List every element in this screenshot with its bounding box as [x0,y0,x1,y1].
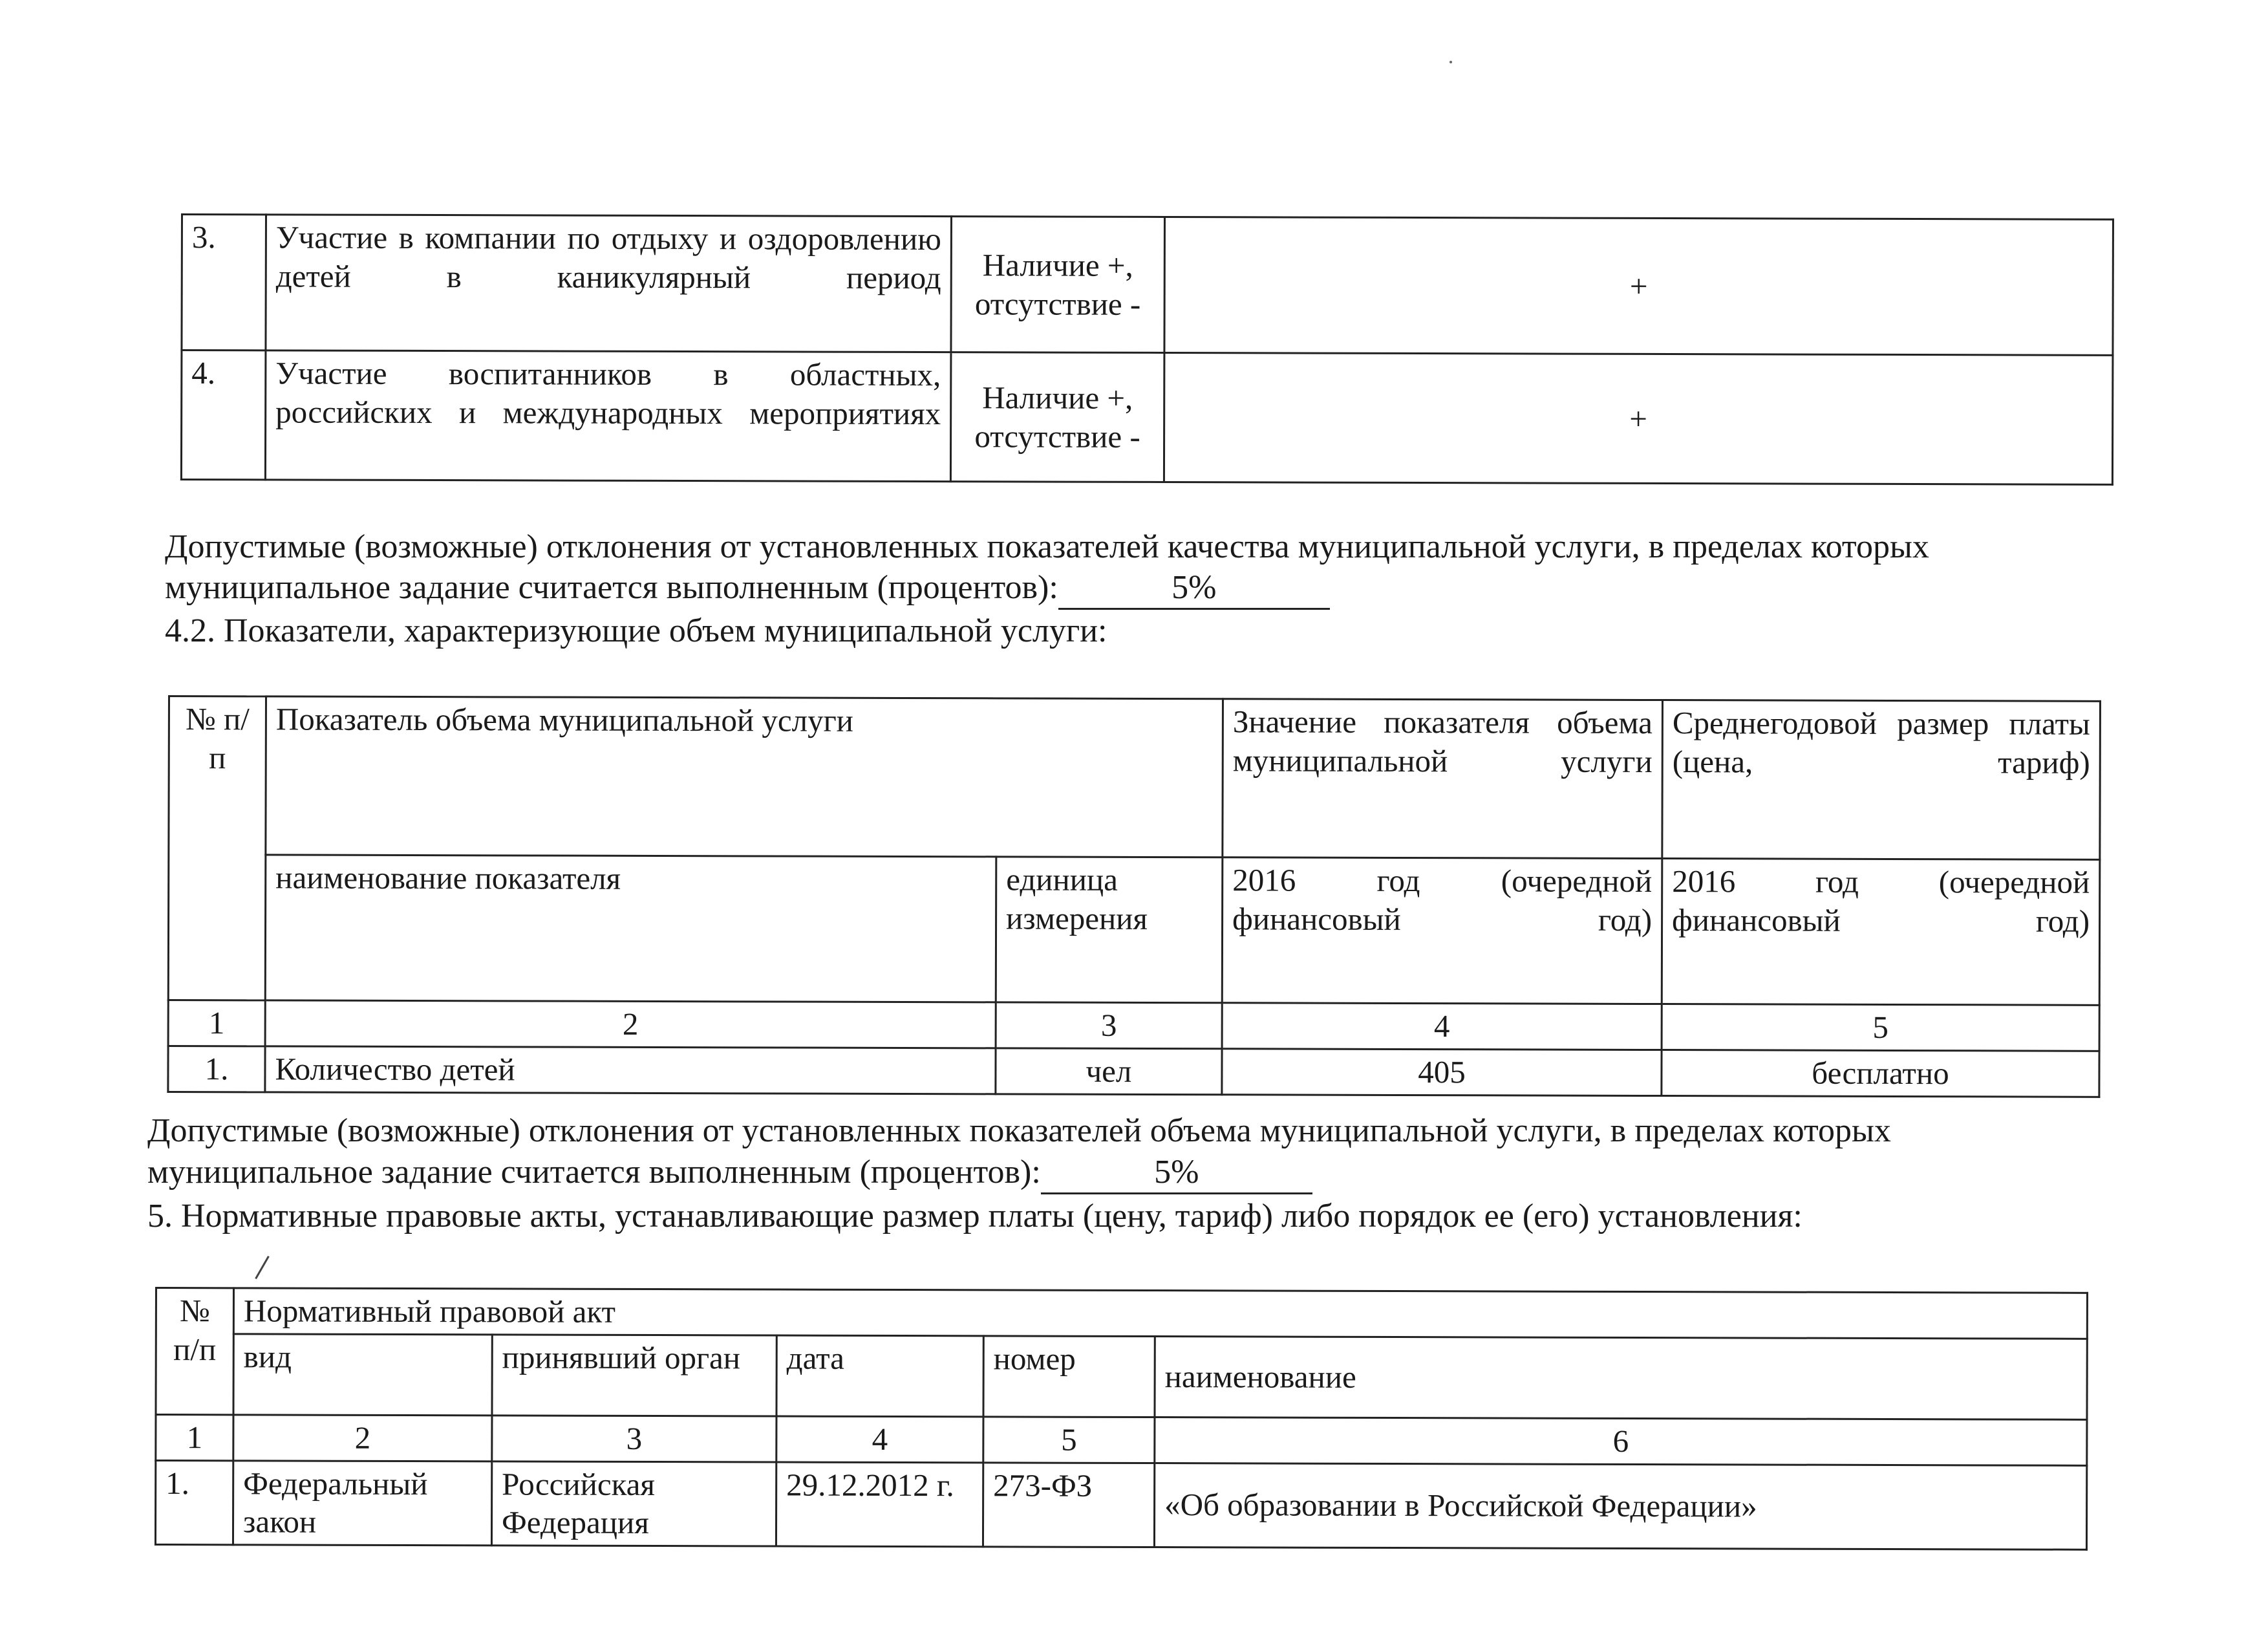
indicator-unit: Наличие +, отсутствие - [950,352,1164,482]
quality-indicators-table [180,213,2114,486]
row-number: 4. [181,350,266,480]
indicator-unit: Наличие +, отсутствие - [951,217,1165,353]
col-number: 6 [1155,1417,2087,1465]
normative-acts-table [155,1287,2088,1551]
header-price: Среднегодовой размер платы (цена, тариф) [1662,700,2101,860]
col-number: 4 [1222,1003,1662,1050]
volume-deviation-line1: Допустимые (возможные) отклонения от установленных показателей объема муниципальной услуги, в пределах которых [147,1112,1891,1149]
col-number: 1 [156,1414,233,1460]
header-date: дата [776,1335,983,1417]
header-number: № п/п [156,1288,234,1415]
col-number: 2 [265,1000,996,1048]
indicator-value: 405 [1222,1049,1662,1096]
col-number: 5 [983,1417,1155,1463]
act-name: «Об образовании в Российской Федерации» [1154,1463,2086,1549]
header-indicator-name: наименование показателя [265,855,996,1002]
col-number: 1 [168,1000,265,1046]
act-number: 273-ФЗ [983,1462,1154,1547]
act-type: Федеральный закон [233,1460,491,1546]
quality-deviation-text: муниципальное задание считается выполненным (процентов): [165,569,1058,606]
volume-indicators-table [167,695,2101,1097]
volume-deviation-value: 5% [1041,1152,1312,1194]
section-4-2-heading: 4.2. Показатели, характеризующие объем муниципальной услуги: [165,612,1107,649]
header-year-price: 2016 год (очередной финансовый год) [1662,859,2100,1006]
column-numbers-row [156,1414,2087,1465]
table-row [168,1046,2099,1097]
indicator-name: Участие в компании по отдыху и оздоровлению детей в каникулярный период [266,215,952,352]
row-number: 1. [155,1460,233,1545]
header-unit: единица измерения [996,857,1223,1003]
scan-speck [1450,61,1452,63]
col-number: 2 [233,1415,492,1461]
col-number: 4 [776,1416,983,1463]
table-row [155,1460,2086,1549]
header-year-value: 2016 год (очередной финансовый год) [1222,857,1662,1004]
col-number: 3 [492,1416,776,1462]
header-value: Значение показателя объема муниципальной услуги [1223,699,1663,859]
header-num: номер [983,1336,1155,1417]
act-organ: Российская Федерация [491,1461,776,1546]
col-number: 3 [996,1002,1222,1049]
indicator-price: бесплатно [1662,1050,2099,1097]
header-name: наименование [1155,1336,2087,1419]
table-row [182,215,2113,356]
row-number: 1. [168,1046,265,1092]
header-act: Нормативный правовой акт [233,1288,2087,1339]
header-type: вид [233,1334,492,1416]
volume-deviation-text: муниципальное задание считается выполненным (процентов): [147,1154,1041,1191]
indicator-value: + [1164,217,2113,355]
section-5-heading: 5. Нормативные правовые акты, устанавливающие размер платы (цену, тариф) либо порядок ее (его) установления: [147,1198,1803,1234]
header-number: № п/п [168,696,266,1000]
col-number: 5 [1662,1004,2099,1051]
table-row [181,350,2113,485]
table-header-row [169,696,2101,860]
table-header-row [156,1333,2087,1419]
header-organ: принявший орган [492,1335,776,1416]
header-indicator: Показатель объема муниципальной услуги [266,696,1223,857]
table-header-row [168,855,2100,1006]
quality-deviation-line2 [165,568,1330,610]
indicator-value: + [1164,352,2113,484]
row-number: 3. [182,215,266,350]
pen-mark [255,1256,270,1279]
quality-deviation-line1: Допустимые (возможные) отклонения от установленных показателей качества муниципальной услуги, в пределах которых [165,528,1929,565]
volume-deviation-line2 [147,1152,1312,1194]
quality-deviation-value: 5% [1058,568,1330,610]
act-date: 29.12.2012 г. [776,1462,983,1547]
indicator-name: Участие воспитанников в областных, российских и международных мероприятиях [265,350,951,482]
indicator-name: Количество детей [265,1046,996,1094]
table-header-row [156,1288,2087,1339]
indicator-unit: чел [996,1048,1222,1095]
column-numbers-row [168,1000,2099,1051]
